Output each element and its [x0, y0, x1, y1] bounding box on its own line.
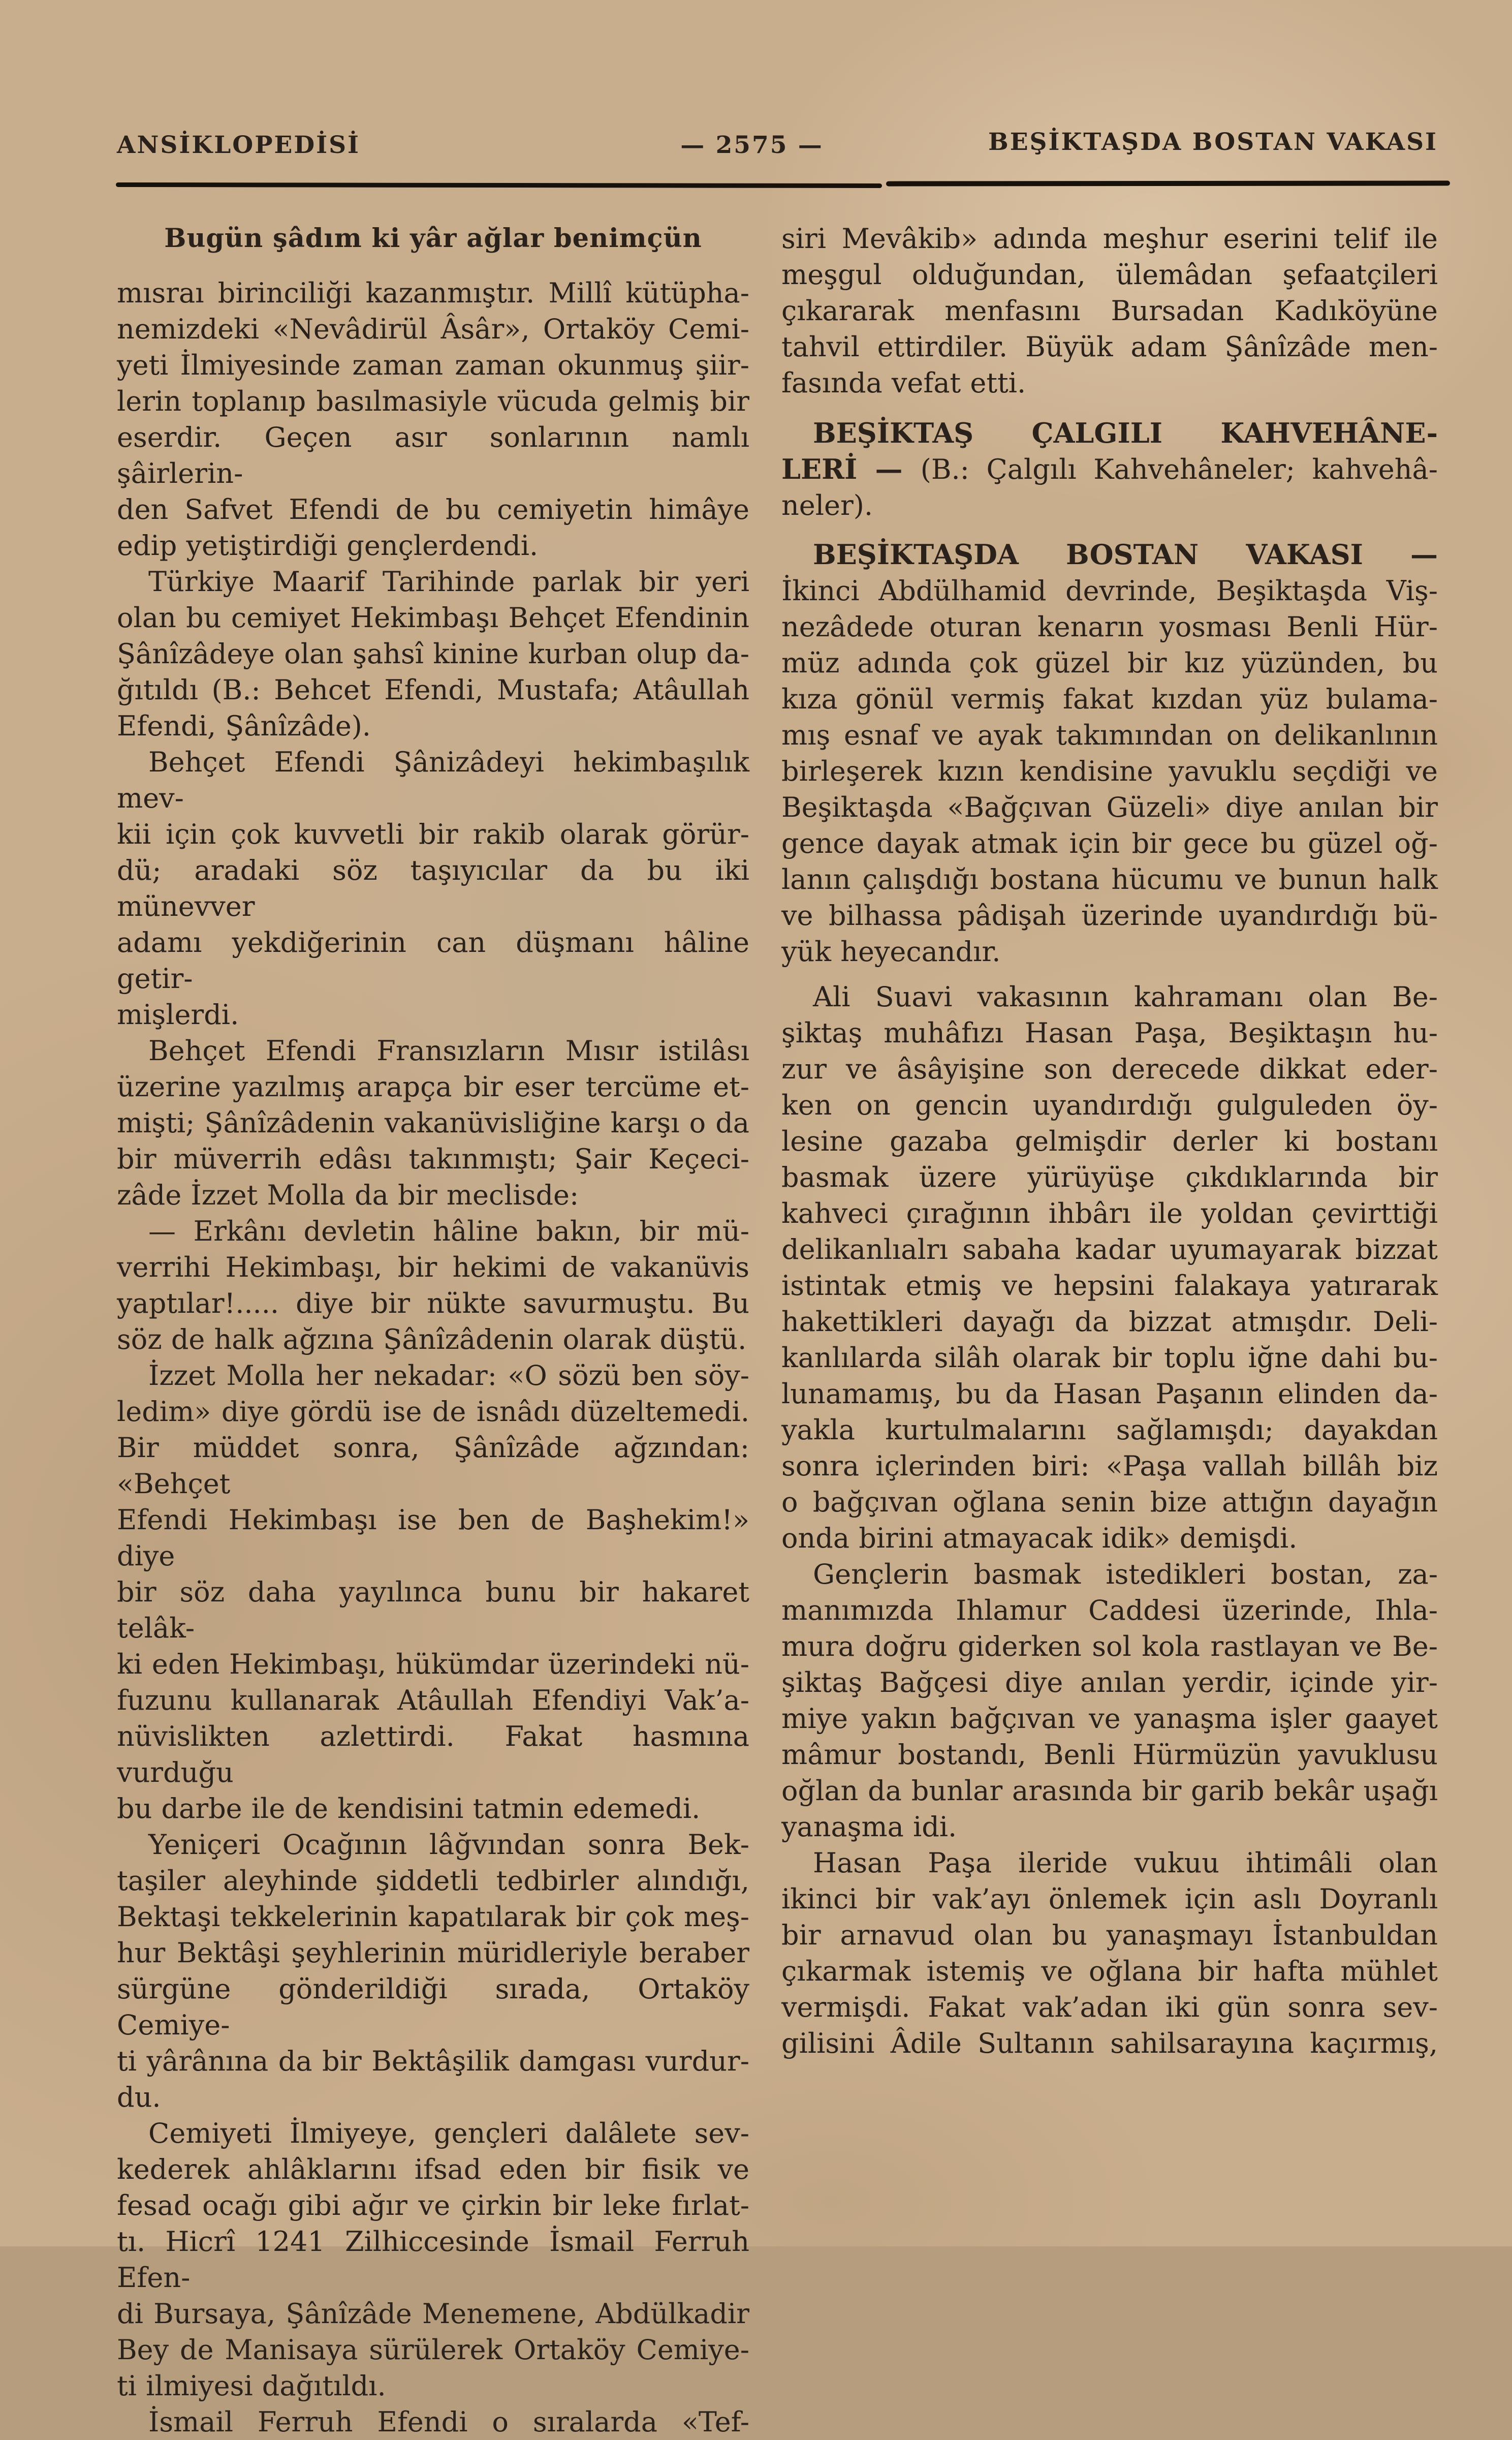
text-line: fesad ocağı gibi ağır ve çirkin bir leke fırlat- — [117, 2187, 749, 2223]
text-line: Gençlerin basmak istedikleri bostan, za- — [781, 1556, 1438, 1592]
bold-text-segment: BEŞİKTAŞ ÇALGILI KAHVEHÂNE- — [813, 417, 1438, 449]
text-line: ti ilmiyesi dağıtıldı. — [117, 2368, 749, 2404]
text-line: sonra içlerinden biri: «Paşa vallah billâh biz — [781, 1448, 1438, 1484]
text-line: eserdir. Geçen asır sonlarının namlı şâirlerin- — [117, 419, 749, 491]
text-line: mış esnaf ve ayak takımından on delikanlının — [781, 717, 1438, 753]
text-line: du. — [117, 2079, 749, 2115]
text-line — [781, 415, 1438, 451]
text-line: Efendi, Şânîzâde). — [117, 708, 749, 744]
text-line: zur ve âsâyişine son derecede dikkat eder- — [781, 1051, 1438, 1087]
text-line: tı. Hicrî 1241 Zilhiccesinde İsmail Ferruh Efen- — [117, 2223, 749, 2296]
text-line: kanlılarda silâh olarak bir toplu iğne dahi bu- — [781, 1340, 1438, 1376]
text-line: meşgul olduğundan, ülemâdan şefaatçileri — [781, 257, 1438, 293]
text-line: lunamamış, bu da Hasan Paşanın elinden da- — [781, 1376, 1438, 1412]
text-line: hur Bektâşi şeyhlerinin müridleriyle beraber — [117, 1935, 749, 1971]
paragraph — [781, 415, 1438, 523]
text-line: sürgüne gönderildiği sırada, Ortaköy Cemiye- — [117, 1971, 749, 2043]
text-line: verrihi Hekimbaşı, bir hekimi de vakanüvis — [117, 1249, 749, 1285]
text-line: nüvislikten azlettirdi. Fakat hasmına vurduğu — [117, 1718, 749, 1790]
text-line: ledim» diye gördü ise de isnâdı düzeltemedi. — [117, 1394, 749, 1430]
text-line: Behçet Efendi Fransızların Mısır istilâsı — [117, 1033, 749, 1069]
text-line: çıkararak menfasını Bursadan Kadıköyüne — [781, 293, 1438, 329]
paragraph — [117, 2115, 749, 2404]
paragraph — [781, 221, 1438, 401]
text-line: manımızda Ihlamur Caddesi üzerinde, Ihla- — [781, 1592, 1438, 1628]
header-page-number: — 2575 — — [635, 131, 869, 159]
bold-text-segment: LERİ — — [781, 453, 921, 485]
paragraph — [781, 1556, 1438, 1845]
text-line: yük heyecandır. — [781, 934, 1438, 970]
column-left — [117, 221, 749, 2440]
text-line: BEŞİKTAŞDA BOSTAN VAKASI — — [781, 537, 1438, 573]
text-line: yeti İlmiyesinde zaman zaman okunmuş şiir- — [117, 347, 749, 383]
divider-rule — [886, 180, 1450, 186]
text-line: Bektaşi tekkelerinin kapatılarak bir çok meş- — [117, 1899, 749, 1935]
text-line: mişti; Şânîzâdenin vakanüvisliğine karşı o da — [117, 1105, 749, 1141]
paragraph — [117, 1033, 749, 1213]
text-line: şiktaş muhâfızı Hasan Paşa, Beşiktaşın hu- — [781, 1015, 1438, 1051]
text-line: Hasan Paşa ileride vukuu ihtimâli olan — [781, 1845, 1438, 1881]
paragraph — [781, 1845, 1438, 2061]
paragraph — [117, 275, 749, 564]
text-line: zâde İzzet Molla da bir meclisde: — [117, 1177, 749, 1213]
text-line: mısraı birinciliği kazanmıştır. Millî kütüpha- — [117, 275, 749, 311]
text-line: kıza gönül vermiş fakat kızdan yüz bulama- — [781, 681, 1438, 717]
text-line: Ali Suavi vakasının kahramanı olan Be- — [781, 979, 1438, 1015]
text-line: olan bu cemiyet Hekimbaşı Behçet Efendinin — [117, 600, 749, 636]
text-line: bir söz daha yayılınca bunu bir hakaret telâk- — [117, 1574, 749, 1646]
text-line: Behçet Efendi Şânizâdeyi hekimbaşılık mev- — [117, 744, 749, 816]
text-line: dü; aradaki söz taşıyıcılar da bu iki münevver — [117, 852, 749, 924]
text-line: kahveci çırağının ihbârı ile yoldan çevirttiği — [781, 1195, 1438, 1231]
text-line: nezâdede oturan kenarın yosması Benli Hür- — [781, 609, 1438, 645]
paragraph — [117, 1357, 749, 1827]
text-line: — Erkânı devletin hâline bakın, bir mü- — [117, 1213, 749, 1249]
text-line: siri Mevâkib» adında meşhur eserini telif ile — [781, 221, 1438, 257]
paragraph — [117, 1213, 749, 1357]
text-line: hakettikleri dayağı da bizzat atmışdır. Deli- — [781, 1304, 1438, 1340]
text-segment: (B.: Çalgılı Kahvehâneler; kahvehâ- — [921, 453, 1438, 485]
text-line: ikinci bir vak’ayı önlemek için aslı Doyranlı — [781, 1881, 1438, 1917]
text-line: fasında vefat etti. — [781, 365, 1438, 401]
page-header — [117, 128, 1438, 169]
text-line: neler). — [781, 487, 1438, 523]
text-line: bir arnavud olan bu yanaşmayı İstanbuldan — [781, 1917, 1438, 1953]
text-line: şiktaş Bağçesi diye anılan yerdir, içinde yir- — [781, 1664, 1438, 1701]
paragraph — [781, 573, 1438, 970]
paragraph — [117, 564, 749, 744]
text-line: lesine gazaba gelmişdir derler ki bostanı — [781, 1123, 1438, 1159]
poem-heading-line: Bugün şâdım ki yâr ağlar benimçün — [117, 221, 749, 257]
text-line: çıkarmak istemiş ve oğlana bir hafta mühlet — [781, 1953, 1438, 1989]
paragraph — [781, 537, 1438, 573]
text-line: ğıtıldı (B.: Behcet Efendi, Mustafa; Atâullah — [117, 672, 749, 708]
text-line: taşiler aleyhinde şiddetli tedbirler alındığı, — [117, 1863, 749, 1899]
text-line: yaptılar!..... diye bir nükte savurmuştu. Bu — [117, 1285, 749, 1321]
text-line: yakla kurtulmalarını sağlamışdı; dayakdan — [781, 1412, 1438, 1448]
paragraph — [117, 2404, 749, 2440]
text-line: mura doğru giderken sol kola rastlayan ve Be- — [781, 1628, 1438, 1664]
text-line: İzzet Molla her nekadar: «O sözü ben söy- — [117, 1357, 749, 1394]
text-line: lerin toplanıp basılmasiyle vücuda gelmiş bir — [117, 383, 749, 419]
text-line: ti yârânına da bir Bektâşilik damgası vurdur- — [117, 2043, 749, 2079]
text-line: gilisini Âdile Sultanın sahilsarayına kaçırmış, — [781, 2025, 1438, 2061]
text-line: adamı yekdiğerinin can düşmanı hâline getir- — [117, 924, 749, 997]
text-line: o bağçıvan oğlana senin bize attığın dayağın — [781, 1484, 1438, 1520]
text-line: vermişdi. Fakat vak’adan iki gün sonra sev- — [781, 1989, 1438, 2025]
text-line: yanaşma idi. — [781, 1809, 1438, 1845]
text-line: ken on gencin uyandırdığı gulguleden öy- — [781, 1087, 1438, 1123]
text-line: üzerine yazılmış arapça bir eser tercüme et- — [117, 1069, 749, 1105]
text-line: onda birini atmayacak idik» demişdi. — [781, 1520, 1438, 1556]
text-line: basmak üzere yürüyüşe çıkdıklarında bir — [781, 1159, 1438, 1195]
text-line: tahvil ettirdiler. Büyük adam Şânîzâde men- — [781, 329, 1438, 365]
text-line: di Bursaya, Şânîzâde Menemene, Abdülkadir — [117, 2296, 749, 2332]
paragraph — [117, 1827, 749, 2115]
text-line: Bey de Manisaya sürülerek Ortaköy Cemiye- — [117, 2332, 749, 2368]
text-line: Efendi Hekimbaşı ise ben de Başhekim!» diye — [117, 1502, 749, 1574]
text-line: mâmur bostandı, Benli Hürmüzün yavuklusu — [781, 1737, 1438, 1773]
text-line: kii için çok kuvvetli bir rakib olarak görür- — [117, 816, 749, 852]
text-line: birleşerek kızın kendisine yavuklu seçdiği ve — [781, 753, 1438, 789]
header-publication-title: ANSİKLOPEDİSİ — [117, 131, 360, 159]
text-line — [781, 451, 1438, 487]
text-line: lanın çalışdığı bostana hücumu ve bunun halk — [781, 861, 1438, 898]
text-line: Şânîzâdeye olan şahsî kinine kurban olup da- — [117, 636, 749, 672]
text-line: fuzunu kullanarak Atâullah Efendiyi Vak’a- — [117, 1682, 749, 1718]
text-line: edip yetiştirdiği gençlerdendi. — [117, 528, 749, 564]
text-line: kederek ahlâklarını ifsad eden bir fisik ve — [117, 2151, 749, 2187]
paragraph — [781, 979, 1438, 1556]
paragraph — [117, 744, 749, 1033]
text-line: müz adında çok güzel bir kız yüzünden, bu — [781, 645, 1438, 681]
text-line: Beşiktaşda «Bağçıvan Güzeli» diye anılan bir — [781, 789, 1438, 825]
text-line: gence dayak atmak için bir gece bu güzel oğ- — [781, 825, 1438, 861]
text-line: nemizdeki «Nevâdirül Âsâr», Ortaköy Cemi- — [117, 311, 749, 347]
text-line: den Safvet Efendi de bu cemiyetin himâye — [117, 491, 749, 528]
divider-rule — [116, 182, 882, 188]
text-line: İsmail Ferruh Efendi o sıralarda «Tef- — [117, 2404, 749, 2440]
text-line: Türkiye Maarif Tarihinde parlak bir yeri — [117, 564, 749, 600]
text-line: Bir müddet sonra, Şânîzâde ağzından: «Behçet — [117, 1430, 749, 1502]
text-line: istintak etmiş ve hepsini falakaya yatırarak — [781, 1268, 1438, 1304]
text-line: İkinci Abdülhamid devrinde, Beşiktaşda Viş- — [781, 573, 1438, 609]
text-line: miye yakın bağçıvan ve yanaşma işler gaayet — [781, 1701, 1438, 1737]
text-line: ve bilhassa pâdişah üzerinde uyandırdığı bü- — [781, 898, 1438, 934]
text-line: bu darbe ile de kendisini tatmin edemedi. — [117, 1790, 749, 1827]
text-line: ki eden Hekimbaşı, hükümdar üzerindeki nü- — [117, 1646, 749, 1682]
text-line: oğlan da bunlar arasında bir garib bekâr uşağı — [781, 1773, 1438, 1809]
text-line: mişlerdi. — [117, 997, 749, 1033]
text-line: Yeniçeri Ocağının lâğvından sonra Bek- — [117, 1827, 749, 1863]
text-line: söz de halk ağzına Şânîzâdenin olarak düştü. — [117, 1321, 749, 1357]
header-entry-title: BEŞİKTAŞDA BOSTAN VAKASI — [988, 128, 1438, 156]
text-line: Cemiyeti İlmiyeye, gençleri dalâlete sev- — [117, 2115, 749, 2151]
column-right — [781, 221, 1438, 2061]
text-line: bir müverrih edâsı takınmıştı; Şair Keçeci- — [117, 1141, 749, 1177]
text-line: delikanlıalrı sabaha kadar uyumayarak bizzat — [781, 1231, 1438, 1268]
